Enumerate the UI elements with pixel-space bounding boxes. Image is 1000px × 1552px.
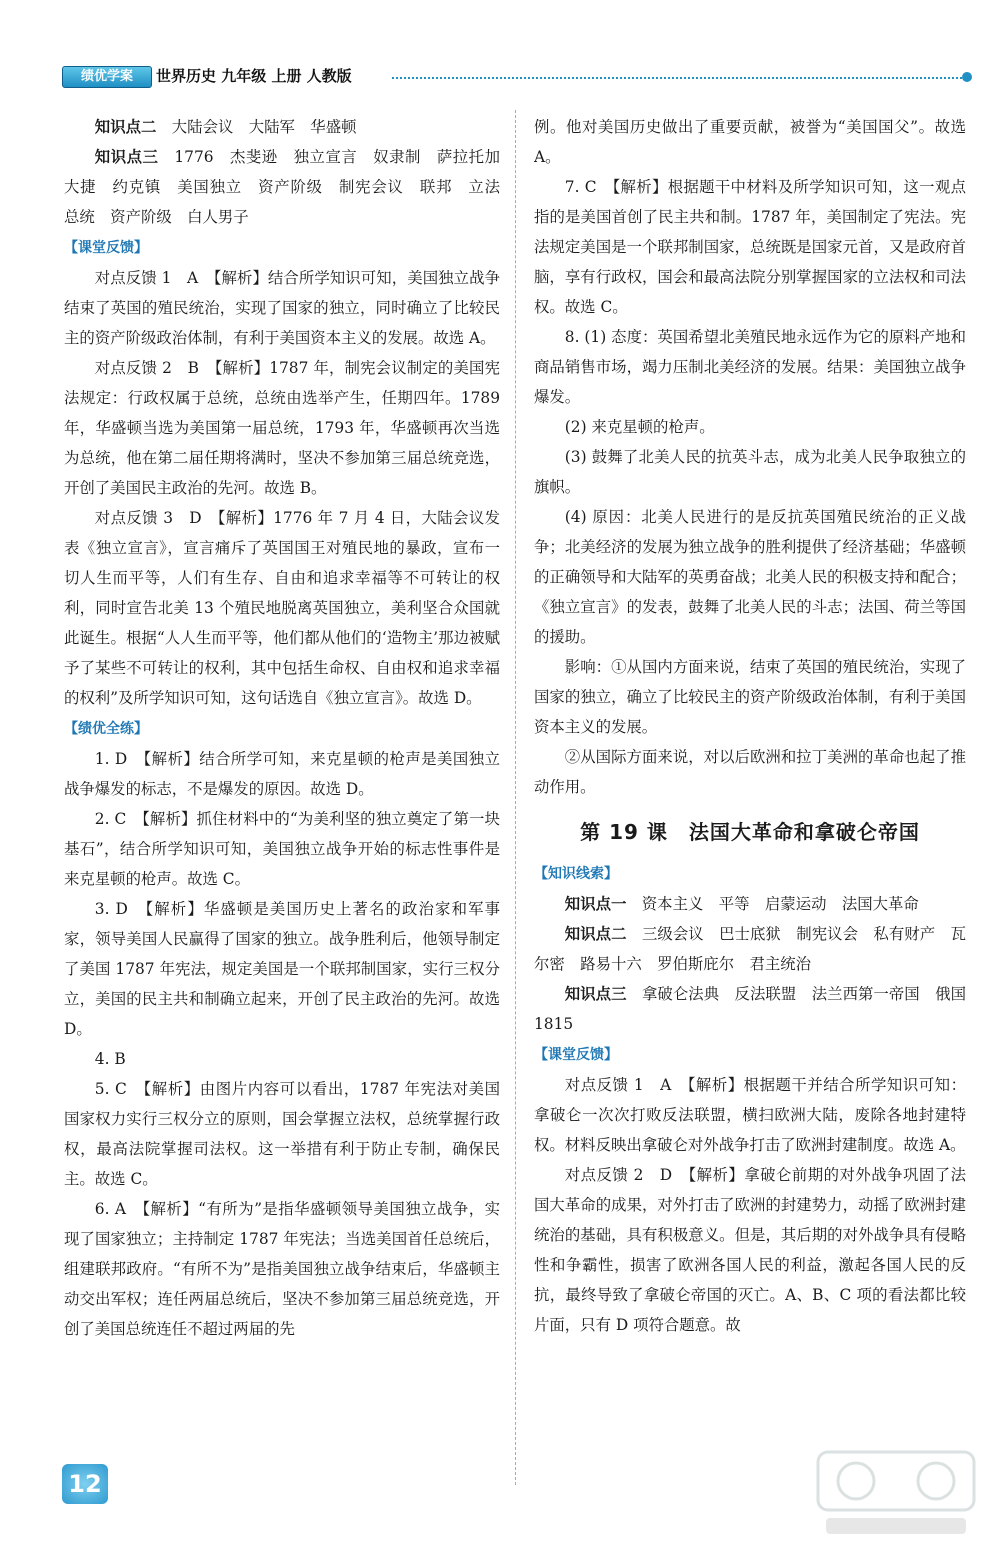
answer-8-part3: (3) 鼓舞了北美人民的抗英斗志，成为北美人民争取独立的旗帜。	[534, 448, 966, 496]
answer-2: 2. C 【解析】抓住材料中的“为美利坚的独立奠定了第一块基石”，结合所学知识可知，美国独立战争开始的标志性事件是来克星顿的枪声。故选 C。	[64, 810, 500, 888]
brand-logo: 绩优学案	[62, 66, 152, 88]
feedback-3: 对点反馈 3 D 【解析】1776 年 7 月 4 日，大陆会议发表《独立宣言》，宣言痛斥了英国国王对殖民地的暴政，宣布一切人生而平等，人们有生存、自由和追求幸福等不可转让的权利，同时宣告北美 13 个殖民地脱离英国独立，美利坚合众国就此诞生。根据“人人生而平等，他们都从他们的‘造物主’那边被赋予了某些不可转让的权利，其中包括生命权、自由权和追求幸福的权利”及所学知识可知，这句话选自《独立宣言》。故选 D。	[64, 509, 500, 707]
section-tag-practice: 【绩优全练】	[64, 721, 148, 737]
right-column	[534, 112, 982, 1340]
answer-8-part2: (2) 来克星顿的枪声。	[564, 418, 715, 436]
feedback-1: 对点反馈 1 A 【解析】结合所学知识可知，美国独立战争结束了英国的殖民统治，实现了国家的独立，同时确立了比较民主的资产阶级政治体制，有利于美国资本主义的发展。故选 A。	[64, 269, 500, 347]
left-kp2: 知识点二 大陆会议 大陆军 华盛顿	[94, 118, 357, 136]
page-header	[62, 66, 972, 88]
lesson-title: 第 19 课 法国大革命和拿破仑帝国	[580, 820, 920, 844]
section-tag-feedback: 【课堂反馈】	[64, 240, 148, 256]
answer-5: 5. C 【解析】由图片内容可以看出，1787 年宪法对美国国家权力实行三权分立的原则，国会掌握立法权，总统掌握行政权，最高法院掌握司法权。这一举措有利于防止专制，确保民主。故选 C。	[64, 1080, 500, 1188]
right-kp2: 知识点二 三级会议 巴士底狱 制宪议会 私有财产 瓦尔密 路易十六 罗伯斯庇尔 君主统治	[534, 925, 966, 973]
series-title: 世界历史 九年级 上册 人教版	[156, 67, 352, 85]
answer-8-part1: 8. (1) 态度：英国希望北美殖民地永远作为它的原料产地和商品销售市场，竭力压制北美经济的发展。结果：美国独立战争爆发。	[534, 328, 966, 406]
answer-3: 3. D 【解析】华盛顿是美国历史上著名的政治家和军事家，领导美国人民赢得了国家的独立。战争胜利后，他领导制定了美国 1787 年宪法，规定美国是一个联邦制国家，实行三权分立，美国的民主共和制确立起来，开创了民主政治的先河。故选 D。	[64, 900, 500, 1038]
feedback-2: 对点反馈 2 B 【解析】1787 年，制宪会议制定的美国宪法规定：行政权属于总统，总统由选举产生，任期四年。1789 年，华盛顿当选为美国第一届总统，1793 年，华盛顿再次当选为总统，他在第二届任期将满时，坚决不参加第三届总统竞选，开创了美国民主政治的先河。故选 B。	[64, 359, 500, 497]
right-kp3: 知识点三 拿破仑法典 反法联盟 法兰西第一帝国 俄国 1815	[534, 985, 982, 1033]
right-feedback-2: 对点反馈 2 D 【解析】拿破仑前期的对外战争巩固了法国大革命的成果，对外打击了欧洲的封建势力，动摇了欧洲封建统治的基础，具有积极意义。但是，其后期的对外战争具有侵略性和争霸性，损害了欧洲各国人民的利益，激起各国人民的反抗，最终导致了拿破仑帝国的灭亡。A、B、C 项的看法都比较片面，只有 D 项符合题意。故	[534, 1166, 966, 1334]
header-dashed-line	[392, 77, 962, 79]
column-divider	[515, 110, 516, 1485]
answer-6: 6. A 【解析】“有所为”是指华盛顿领导美国独立战争，实现了国家独立；主持制定 1787 年宪法；当选美国首任总统后，组建联邦政府。“有所不为”是指美国独立战争结束后，华盛顿主动交出军权；连任两届总统后，坚决不参加第三届总统竞选，开创了美国总统连任不超过两届的先	[64, 1200, 500, 1338]
section-tag-feedback-2: 【课堂反馈】	[534, 1047, 618, 1063]
right-kp1: 知识点一 资本主义 平等 启蒙运动 法国大革命	[564, 895, 919, 913]
answer-7: 7. C 【解析】根据题干中材料及所学知识可知，这一观点指的是美国首创了民主共和制。1787 年，美国制定了宪法。宪法规定美国是一个联邦制国家，总统既是国家元首，又是政府首脑，享有行政权，国会和最高法院分别掌握国家的立法权和司法权。故选 C。	[534, 178, 966, 316]
answer-1: 1. D 【解析】结合所学可知，来克星顿的枪声是美国独立战争爆发的标志，不是爆发的原因。故选 D。	[64, 750, 500, 798]
right-feedback-1: 对点反馈 1 A 【解析】根据题干并结合所学知识可知：拿破仑一次次打败反法联盟，横扫欧洲大陆，废除各地封建特权。材料反映出拿破仑对外战争打击了欧洲封建制度。故选 A。	[534, 1076, 966, 1154]
page-number: 12	[62, 1464, 108, 1504]
header-dot	[962, 72, 972, 82]
answer-6-continued: 例。他对美国历史做出了重要贡献，被誉为“美国国父”。故选 A。	[534, 118, 966, 166]
answer-8-part5: 影响：①从国内方面来说，结束了英国的殖民统治，实现了国家的独立，确立了比较民主的资产阶级政治体制，有利于美国资本主义的发展。	[534, 658, 966, 736]
section-tag-clue: 【知识线索】	[534, 866, 618, 882]
answer-8-part4: (4) 原因：北美人民进行的是反抗英国殖民统治的正义战争；北美经济的发展为独立战争的胜利提供了经济基础；华盛顿的正确领导和大陆军的英勇奋战；北美人民的积极支持和配合；《独立宣言》的发表，鼓舞了北美人民的斗志；法国、荷兰等国的援助。	[534, 508, 966, 646]
answer-8-part6: ②从国际方面来说，对以后欧洲和拉丁美洲的革命也起了推动作用。	[534, 748, 966, 796]
watermark-logo-icon	[816, 1450, 976, 1540]
left-kp3: 知识点三 1776 杰斐逊 独立宣言 奴隶制 萨拉托加大捷 约克镇 美国独立 资产阶级 制宪会议 联邦 立法 总统 资产阶级 白人男子	[64, 148, 516, 226]
left-column	[64, 112, 516, 1344]
answer-4: 4. B	[94, 1050, 126, 1068]
